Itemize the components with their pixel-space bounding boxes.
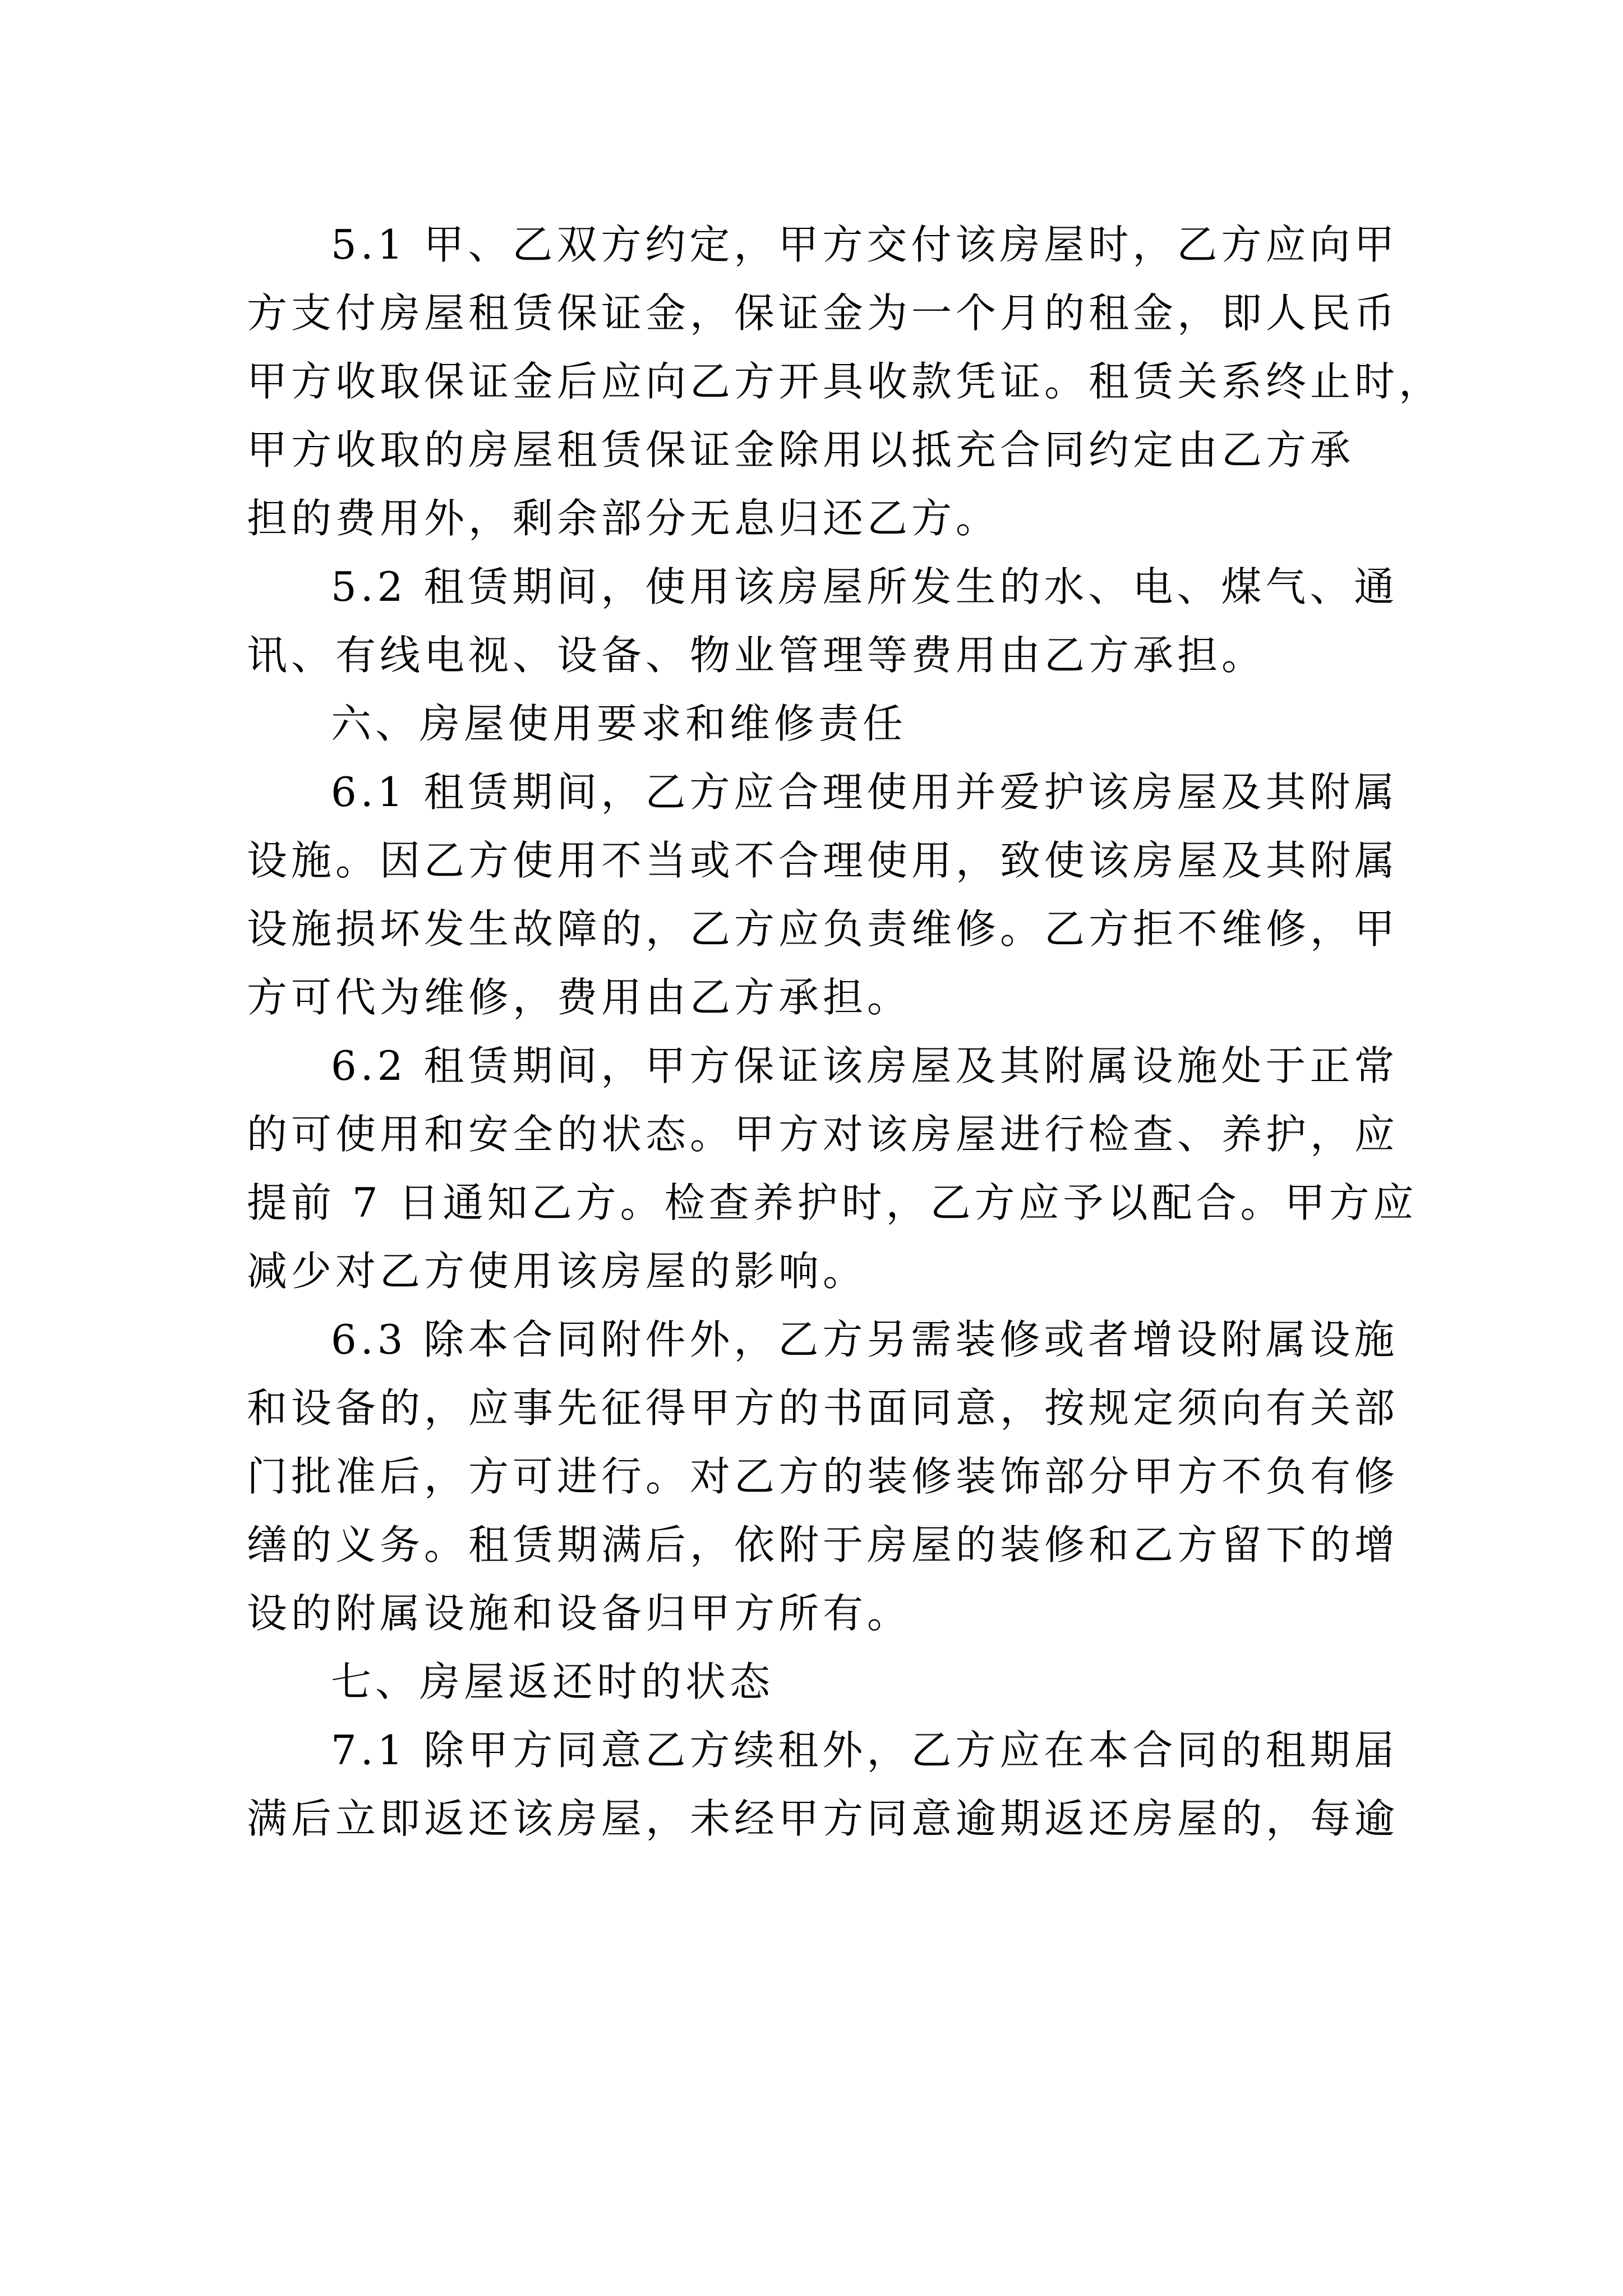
text-line: 门批准后，方可进行。对乙方的装修装饰部分甲方不负有修 [247,1453,1399,1500]
text-line: 设施。因乙方使用不当或不合理使用，致使该房屋及其附属 [247,837,1399,884]
text-line: 缮的义务。租赁期满后，依附于房屋的装修和乙方留下的增 [247,1521,1399,1568]
text-line: 6.2 租赁期间，甲方保证该房屋及其附属设施处于正常 [331,1042,1399,1089]
text-line: 7.1 除甲方同意乙方续租外，乙方应在本合同的租期届 [331,1727,1399,1774]
text-line: 甲方收取的房屋租赁保证金除用以抵充合同约定由乙方承 [247,426,1355,473]
text-line: 满后立即返还该房屋，未经甲方同意逾期返还房屋的，每逾 [247,1795,1399,1842]
text-line: 担的费用外，剩余部分无息归还乙方。 [247,495,1000,542]
text-line: 6.1 租赁期间，乙方应合理使用并爱护该房屋及其附属 [331,769,1399,816]
text-line: 提前 7 日通知乙方。检查养护时，乙方应予以配合。甲方应 [247,1179,1418,1226]
text-line: 和设备的，应事先征得甲方的书面同意，按规定须向有关部 [247,1384,1399,1432]
text-line: 减少对乙方使用该房屋的影响。 [247,1248,868,1295]
contract-text-block [247,210,1444,1853]
section-heading: 七、房屋返还时的状态 [331,1658,774,1705]
text-line: 甲方收取保证金后应向乙方开具收款凭证。租赁关系终止时， [247,358,1444,405]
section-heading: 六、房屋使用要求和维修责任 [331,700,907,747]
text-line: 的可使用和安全的状态。甲方对该房屋进行检查、养护，应 [247,1111,1399,1158]
text-line: 5.2 租赁期间，使用该房屋所发生的水、电、煤气、通 [331,563,1399,610]
text-line: 讯、有线电视、设备、物业管理等费用由乙方承担。 [247,632,1266,679]
text-line: 5.1 甲、乙双方约定，甲方交付该房屋时，乙方应向甲 [331,221,1399,268]
text-line: 设的附属设施和设备归甲方所有。 [247,1590,912,1637]
text-line: 设施损坏发生故障的，乙方应负责维修。乙方拒不维修，甲 [247,905,1399,953]
text-line: 方可代为维修，费用由乙方承担。 [247,974,912,1021]
text-line: 方支付房屋租赁保证金，保证金为一个月的租金，即人民币 [247,289,1399,337]
text-line: 6.3 除本合同附件外，乙方另需装修或者增设附属设施 [331,1316,1399,1363]
